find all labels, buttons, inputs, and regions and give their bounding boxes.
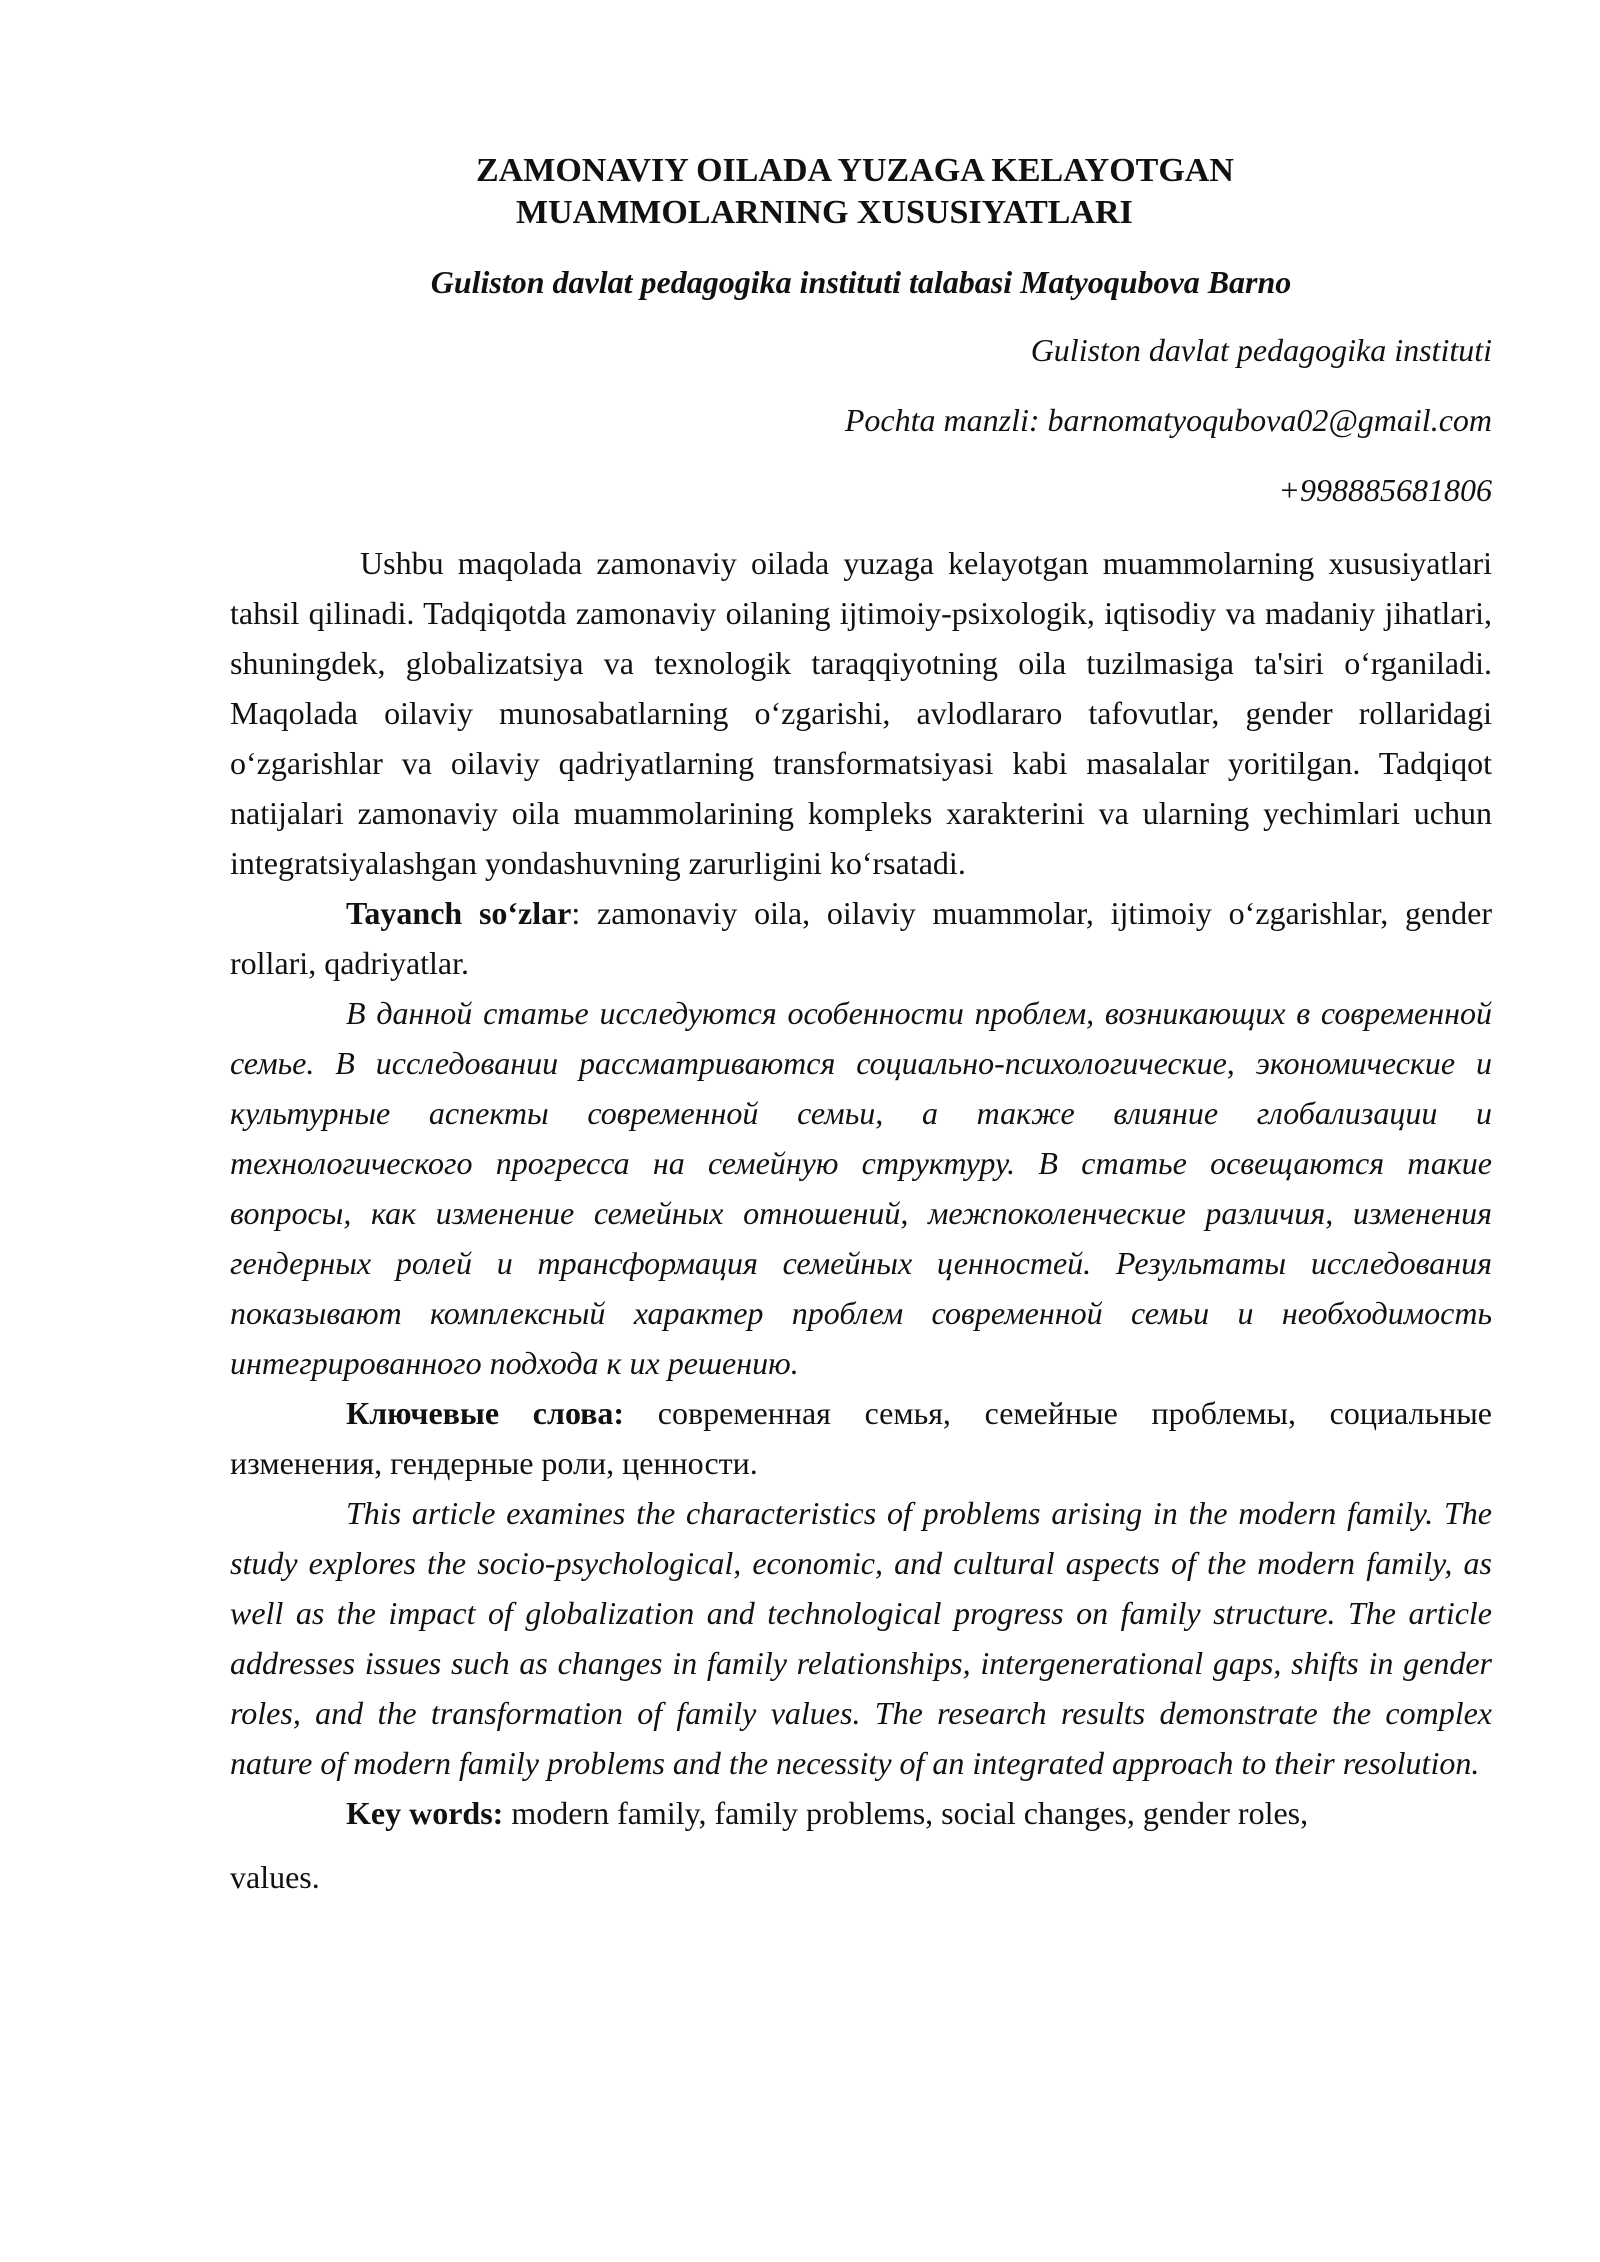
author-line: Guliston davlat pedagogika instituti talabasi Matyoqubova Barno — [430, 264, 1292, 300]
keywords-english-last: values. — [230, 1859, 320, 1895]
keywords-english-text: modern family, family problems, social changes, gender roles, — [503, 1795, 1309, 1831]
abstract-uzbek: Ushbu maqolada zamonaviy oilada yuzaga kelayotgan muammolarning xususiyatlari tahsil qilinadi. Tadqiqotda zamonaviy oilaning ijtimoiy-psixologik, iqtisodiy va madaniy jihatlari, shuningdek, globalizatsiya va texnologik taraqqiyotning oila tuzilmasiga ta'siri o‘rganiladi. Maqolada oilaviy munosabatlarning o‘zgarishi, avlodlararo tafovutlar, gender rollaridagi o‘zgarishlar va oilaviy qadriyatlarning transformatsiyasi kabi masalalar yoritilgan. Tadqiqot natijalari zamonaviy oila muammolarining kompleks xarakterini va ularning yechimlari uchun integratsiyalashgan yondashuvning zarurligini ko‘rsatadi. — [230, 545, 1492, 881]
keywords-uzbek-text: : zamonaviy oila, oilaviy muammolar, ijtimoiy o‘zgarishlar, gender rollari, qadriyatlar. — [230, 895, 1493, 981]
phone-line: +998885681806 — [1278, 472, 1492, 508]
abstract-russian: В данной статье исследуются особенности проблем, возникающих в современной семье. В исследовании рассматриваются социально-психологические, экономические и культурные аспекты современной семьи, а также влияние глобализации и технологического прогресса на семейную структуру. В статье освещаются такие вопросы, как изменение семейных отношений, межпоколенческие различия, изменения гендерных ролей и трансформация семейных ценностей. Результаты исследования показывают комплексный характер проблем современной семьи и необходимость интегрированного подхода к их решению. — [230, 995, 1492, 1381]
title-line-2: MUAMMOLARNING XUSUSIYATLARI — [516, 194, 1133, 231]
keywords-russian-label: Ключевые слова: — [346, 1395, 625, 1431]
article-title — [230, 150, 1492, 234]
affiliation: Guliston davlat pedagogika instituti — [1030, 332, 1492, 368]
email-line: Pochta manzli: barnomatyoqubova02@gmail.com — [844, 402, 1492, 438]
title-line-1: ZAMONAVIY OILADA YUZAGA KELAYOTGAN — [476, 152, 1234, 189]
keywords-english — [230, 1788, 1492, 1838]
article-page — [230, 150, 1492, 1902]
keywords-uzbek-label: Tayanch so‘zlar — [346, 895, 572, 931]
abstract-english: This article examines the characteristics of problems arising in the modern family. The study explores the socio-psychological, economic, and cultural aspects of the modern family, as well as the impact of globalization and technological progress on family structure. The article addresses issues such as changes in family relationships, intergenerational gaps, shifts in gender roles, and the transformation of family values. The research results demonstrate the complex nature of modern family problems and the necessity of an integrated approach to their resolution. — [230, 1495, 1492, 1781]
keywords-russian-text: современная семья, семейные проблемы, социальные изменения, гендерные роли, ценности. — [230, 1395, 1492, 1481]
keywords-uzbek — [230, 888, 1492, 988]
keywords-russian — [230, 1388, 1492, 1488]
keywords-english-label: Key words: — [346, 1795, 504, 1831]
